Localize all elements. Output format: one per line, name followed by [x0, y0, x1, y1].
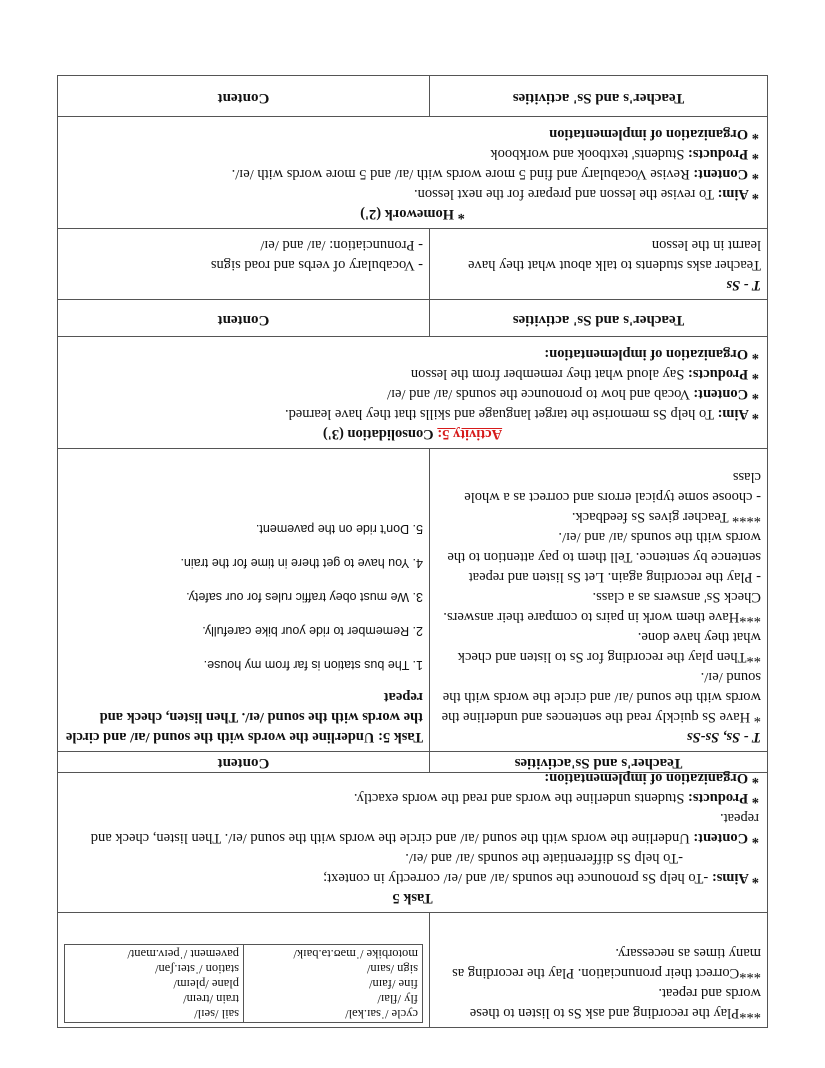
content-text: Underline the words with the sound /aɪ/ and circle the words with the sound /eɪ/. Then listen, check and repeat. [90, 810, 759, 846]
ipa-word: sail /seɪl/ [194, 1007, 239, 1021]
products-text: Students' textbook and workbook [490, 146, 688, 162]
activity5-intro [58, 336, 767, 448]
aim-label: * Aim: [717, 186, 759, 202]
task5-activities [429, 449, 767, 751]
content-text: Revise Vocabulary and find 5 more words with /aɪ/ and 5 more words with /eɪ/. [231, 166, 694, 182]
ipa-word: station /ˈsteɪ.ʃən/ [154, 962, 239, 976]
task5-body [58, 448, 767, 751]
content-line: - Vocabulary of verbs and road signs [210, 257, 423, 273]
header-content: Content [217, 755, 270, 771]
products-label: * Products: [687, 366, 759, 382]
ipa-word: motorbike /ˈməʊ.tə.baɪk/ [293, 947, 418, 961]
task5-content [58, 449, 429, 751]
task5-title: Task 5 [392, 890, 433, 906]
ipa-word-table [64, 944, 423, 1023]
activity-step: **Then play the recording for Ss to listen and check what they have done. [457, 629, 761, 665]
products-text: Say aloud what they remember from the lesson [410, 366, 688, 382]
header-activities: Teacher's and Ss' activities [429, 76, 767, 116]
organization-label: * Organization of implementation: [544, 770, 759, 786]
interaction-mode: T - Ss [726, 277, 761, 293]
pronunciation-words [58, 913, 429, 1027]
sentence: 3. We must obey traffic rules for our safety. [186, 590, 423, 604]
aims-label: * Aims: [711, 870, 759, 886]
pronunciation-activities [429, 913, 767, 1027]
aims-text: -To help Ss pronounce the sounds /aɪ/ and /eɪ/ correctly in context; [323, 870, 712, 886]
activity-step: Teacher asks students to talk about what they have learnt in the lesson [468, 237, 761, 273]
ipa-word: fine /faɪn/ [369, 977, 418, 991]
products-text: Students underline the words and read the words exactly. [353, 790, 688, 806]
sentence: 1. The bus station is far from my house. [203, 658, 423, 672]
aim-text: To help Ss memorise the target language and skills that they have learned. [284, 406, 718, 422]
activity5-activities [429, 229, 767, 299]
activity-step: ***Have them work in pairs to compare their answers. Check Ss' answers as a class. [443, 589, 761, 625]
ipa-word: fly /flaɪ/ [377, 992, 418, 1006]
header-activities: Teacher's and Ss'activities [429, 752, 767, 772]
products-label: * Products: [687, 146, 759, 162]
header-activities: Teacher's and Ss' activities [429, 300, 767, 336]
pronunciation-row [58, 912, 767, 1027]
aim-text: To revise the lesson and prepare for the next lesson. [413, 186, 718, 202]
content-label: * Content: [693, 830, 759, 846]
activity-step: - Play the recording again. Let Ss listen and repeat sentence by sentence. Tell them to pay attention to the words with the sounds /aɪ/ and /eɪ/. [447, 529, 761, 585]
aims-text-2: -To help Ss differentiate the sounds /aɪ/ and /eɪ/. [405, 850, 683, 866]
organization-label: * Organization of implementation [549, 126, 759, 142]
sentence-list [64, 519, 423, 687]
ipa-word: pavement /ˈpeɪv.mənt/ [127, 947, 239, 961]
ipa-left-col [244, 945, 423, 1023]
task5-table-header [58, 751, 767, 772]
homework-table-header [58, 76, 767, 116]
header-content: Content [217, 90, 270, 106]
ipa-word: plane /pleɪm/ [173, 977, 239, 991]
task5-content-title: Task 5: Underline the words with the sound /aɪ/ and circle the words with the sound /eɪ/. Then listen, check and repeat [65, 689, 423, 745]
activity5-body [58, 228, 767, 299]
activity5-label: Activity 5: [437, 426, 503, 442]
content-text: Vocab and how to pronounce the sounds /aɪ/ and /eɪ/ [387, 386, 694, 402]
activity-step: - choose some typical errors and correct as a whole class [464, 469, 761, 505]
ipa-word: cycle /ˈsaɪ.kəl/ [345, 1007, 418, 1021]
teacher-text-1: ***Play the recording and ask Ss to listen to these words and repeat. [469, 985, 761, 1021]
content-label: * Content: [693, 166, 759, 182]
sentence: 2. Remember to ride your bike carefully. [202, 624, 423, 638]
lesson-plan-table [57, 75, 768, 1028]
ipa-word: train /treɪn/ [183, 992, 239, 1006]
content-line: - Pronunciation: /aɪ/ and /eɪ/ [260, 237, 423, 253]
aim-label: * Aim: [717, 406, 759, 422]
activity-step: **** Teacher gives Ss feedback. [571, 509, 761, 525]
ipa-word: sign /saɪn/ [366, 962, 418, 976]
interaction-mode: T - Ss, Ss-Ss [686, 729, 761, 745]
sentence: 5. Don't ride on the pavement. [255, 522, 423, 536]
teacher-text-2: ***Correct their pronunciation. Play the recording as many times as necessary. [452, 945, 761, 981]
homework-intro [58, 116, 767, 228]
activity-step: * Have Ss quickly read the sentences and underline the words with the sound /aɪ/ and circle the words with the sound /eɪ/. [441, 669, 761, 725]
activity5-title: Consolidation (3') [322, 426, 438, 442]
activity5-content [58, 229, 429, 299]
organization-label: * Organization of implementation: [544, 346, 759, 362]
homework-title: * Homework (2') [360, 206, 465, 222]
ipa-right-col [65, 945, 244, 1023]
content-label: * Content: [693, 386, 759, 402]
task5-intro [58, 772, 767, 912]
sentence: 4. You have to get there in time for the train. [180, 556, 423, 570]
activity5-table-header [58, 299, 767, 336]
header-content: Content [217, 312, 270, 328]
products-label: * Products: [687, 790, 759, 806]
